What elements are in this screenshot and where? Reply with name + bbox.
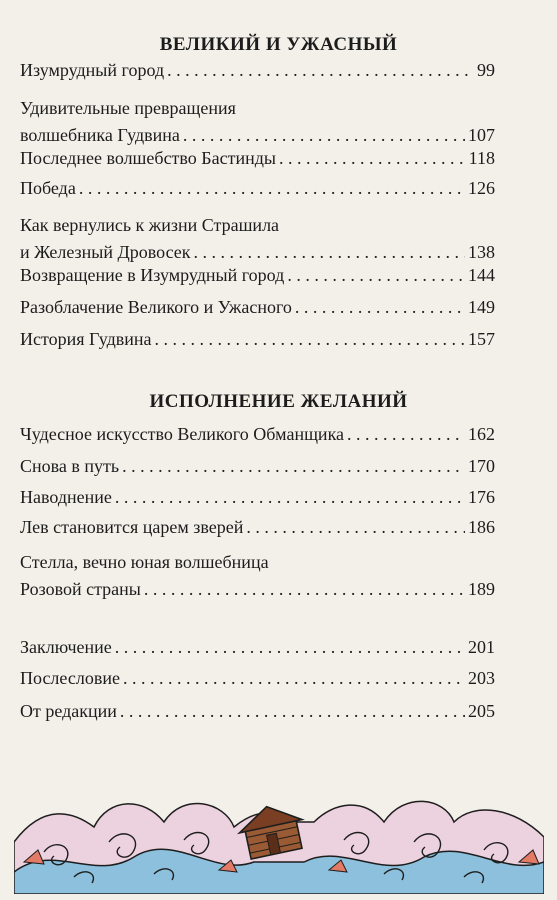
entry-title: Возвращение в Изумрудный город: [20, 265, 285, 285]
entry-title: Последнее волшебство Бастинды: [20, 148, 276, 168]
entry-title: От редакции: [20, 701, 117, 721]
toc-entry: [20, 212, 495, 266]
toc-entry: [20, 326, 495, 353]
entry-title-line-1: Как вернулись к жизни Страшила: [20, 215, 280, 235]
entry-title: Наводнение: [20, 487, 112, 507]
entry-title-line-2: волшебника Гудвина: [20, 125, 180, 145]
section-title-velikiy: ВЕЛИКИЙ И УЖАСНЫЙ: [159, 34, 398, 55]
stormy-clouds-flying-house-illustration-icon: [14, 782, 544, 894]
entry-title: Заключение: [20, 637, 112, 657]
entry-page-number: 176: [468, 487, 495, 507]
toc-entry: [20, 484, 495, 511]
entry-page-number: 157: [468, 329, 495, 349]
toc-entry: [20, 665, 495, 692]
toc-entry: [20, 294, 495, 321]
entry-title: Чудесное искусство Великого Обманщика: [20, 424, 345, 444]
toc-entry: [20, 421, 495, 448]
toc-entry: [20, 175, 495, 202]
toc-entry: [20, 145, 495, 172]
entry-title-line-2: Розовой страны: [20, 579, 141, 599]
entry-title: Изумрудный город: [20, 60, 165, 80]
entry-page-number: 205: [468, 701, 495, 721]
toc-entry: [20, 262, 495, 289]
entry-page-number: 126: [468, 178, 495, 198]
entry-title-line-2: и Железный Дровосек: [20, 242, 191, 262]
toc-entry: [20, 514, 495, 541]
entry-title: Разоблачение Великого и Ужасного: [20, 297, 292, 317]
toc-entry: [20, 95, 495, 149]
entry-page-number: 118: [468, 148, 495, 168]
entry-page-number: 107: [468, 125, 495, 145]
entry-page-number: 149: [468, 297, 495, 317]
entry-page-number: 201: [468, 637, 495, 657]
toc-entry: [20, 57, 495, 84]
entry-page-number: 138: [468, 242, 495, 262]
entry-page-number: 189: [468, 579, 495, 599]
entry-title: Снова в путь: [20, 456, 120, 476]
entry-page-number: 99: [477, 60, 495, 80]
toc-entry: [20, 453, 495, 480]
entry-page-number: 162: [468, 424, 495, 444]
toc-entry: [20, 698, 495, 725]
entry-page-number: 170: [468, 456, 495, 476]
section-title-ispolnenie: ИСПОЛНЕНИЕ ЖЕЛАНИЙ: [149, 391, 408, 412]
toc-entry: [20, 634, 495, 661]
entry-page-number: 144: [468, 265, 495, 285]
entry-title-line-1: Стелла, вечно юная волшебница: [20, 552, 269, 572]
entry-title: Победа: [20, 178, 76, 198]
entry-title: История Гудвина: [20, 329, 152, 349]
entry-title: Послесловие: [20, 668, 120, 688]
toc-entry: [20, 549, 495, 603]
entry-page-number: 186: [468, 517, 495, 537]
entry-title: Лев становится царем зверей: [20, 517, 244, 537]
entry-page-number: 203: [468, 668, 495, 688]
entry-title-line-1: Удивительные превращения: [20, 98, 236, 118]
